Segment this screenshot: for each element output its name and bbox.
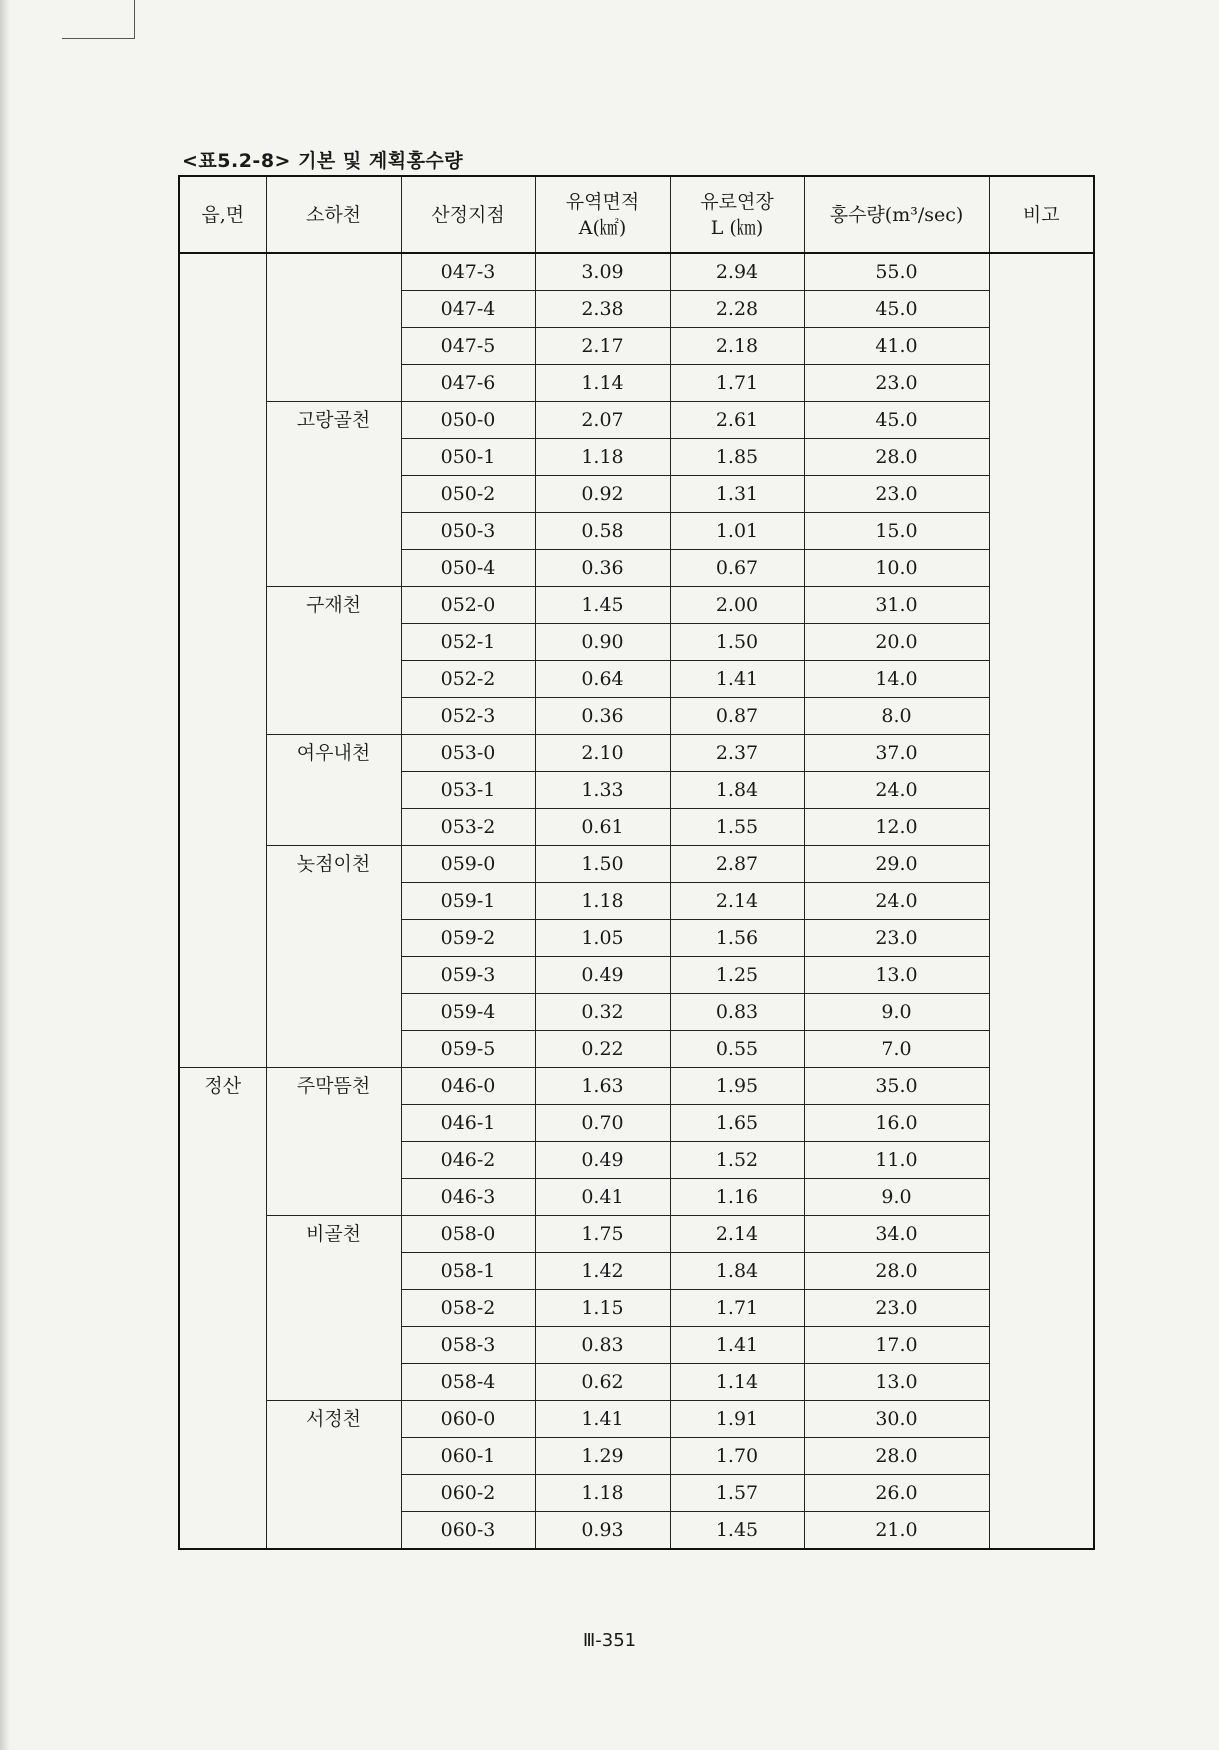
corner-mark	[62, 0, 135, 39]
area-cell: 1.29	[535, 1438, 670, 1475]
table-row	[179, 1401, 1094, 1438]
area-cell: 1.14	[535, 365, 670, 402]
table-row	[179, 735, 1094, 772]
point-cell: 053-2	[401, 809, 535, 846]
area-cell: 0.61	[535, 809, 670, 846]
discharge-cell: 9.0	[804, 1179, 989, 1216]
area-cell: 1.33	[535, 772, 670, 809]
discharge-cell: 13.0	[804, 1364, 989, 1401]
length-cell: 1.84	[670, 1253, 804, 1290]
table-row	[179, 253, 1094, 291]
point-cell: 059-3	[401, 957, 535, 994]
discharge-cell: 21.0	[804, 1512, 989, 1550]
point-cell: 059-4	[401, 994, 535, 1031]
area-cell: 0.36	[535, 698, 670, 735]
stream-cell	[266, 253, 401, 402]
point-cell: 060-0	[401, 1401, 535, 1438]
table-row	[179, 402, 1094, 439]
point-cell: 053-0	[401, 735, 535, 772]
discharge-cell: 55.0	[804, 253, 989, 291]
point-cell: 050-4	[401, 550, 535, 587]
table-body	[179, 253, 1094, 1549]
length-cell: 1.57	[670, 1475, 804, 1512]
discharge-cell: 23.0	[804, 1290, 989, 1327]
length-cell: 1.71	[670, 365, 804, 402]
stream-cell: 고랑골천	[266, 402, 401, 587]
scan-edge	[0, 0, 10, 1750]
discharge-cell: 45.0	[804, 402, 989, 439]
discharge-cell: 10.0	[804, 550, 989, 587]
town-cell	[179, 253, 266, 1068]
length-cell: 1.95	[670, 1068, 804, 1105]
discharge-cell: 34.0	[804, 1216, 989, 1253]
area-cell: 0.36	[535, 550, 670, 587]
point-cell: 059-0	[401, 846, 535, 883]
header-discharge: 홍수량(m³/sec)	[804, 176, 989, 253]
area-cell: 0.32	[535, 994, 670, 1031]
point-cell: 058-1	[401, 1253, 535, 1290]
point-cell: 059-2	[401, 920, 535, 957]
area-cell: 1.18	[535, 1475, 670, 1512]
area-cell: 0.90	[535, 624, 670, 661]
area-cell: 0.49	[535, 957, 670, 994]
point-cell: 050-3	[401, 513, 535, 550]
area-cell: 2.38	[535, 291, 670, 328]
header-town: 읍,면	[179, 176, 266, 253]
point-cell: 053-1	[401, 772, 535, 809]
length-cell: 1.84	[670, 772, 804, 809]
length-cell: 2.61	[670, 402, 804, 439]
discharge-cell: 16.0	[804, 1105, 989, 1142]
discharge-cell: 23.0	[804, 920, 989, 957]
discharge-cell: 29.0	[804, 846, 989, 883]
length-cell: 1.14	[670, 1364, 804, 1401]
stream-cell: 구재천	[266, 587, 401, 735]
point-cell: 060-2	[401, 1475, 535, 1512]
length-cell: 1.71	[670, 1290, 804, 1327]
area-cell: 0.64	[535, 661, 670, 698]
discharge-cell: 28.0	[804, 1253, 989, 1290]
length-cell: 1.31	[670, 476, 804, 513]
header-stream: 소하천	[266, 176, 401, 253]
area-cell: 1.42	[535, 1253, 670, 1290]
discharge-cell: 35.0	[804, 1068, 989, 1105]
point-cell: 046-2	[401, 1142, 535, 1179]
point-cell: 050-1	[401, 439, 535, 476]
point-cell: 052-3	[401, 698, 535, 735]
area-cell: 0.49	[535, 1142, 670, 1179]
area-cell: 0.70	[535, 1105, 670, 1142]
length-cell: 2.00	[670, 587, 804, 624]
discharge-cell: 31.0	[804, 587, 989, 624]
point-cell: 047-4	[401, 291, 535, 328]
length-cell: 1.85	[670, 439, 804, 476]
point-cell: 059-1	[401, 883, 535, 920]
header-area: 유역면적 A(㎢)	[535, 176, 670, 253]
area-cell: 1.41	[535, 1401, 670, 1438]
length-cell: 1.70	[670, 1438, 804, 1475]
area-cell: 2.07	[535, 402, 670, 439]
length-cell: 1.41	[670, 1327, 804, 1364]
discharge-cell: 13.0	[804, 957, 989, 994]
discharge-cell: 15.0	[804, 513, 989, 550]
length-cell: 1.65	[670, 1105, 804, 1142]
length-cell: 0.55	[670, 1031, 804, 1068]
area-cell: 2.17	[535, 328, 670, 365]
stream-cell: 여우내천	[266, 735, 401, 846]
length-cell: 1.16	[670, 1179, 804, 1216]
stream-cell: 주막뜸천	[266, 1068, 401, 1216]
discharge-cell: 45.0	[804, 291, 989, 328]
area-cell: 1.50	[535, 846, 670, 883]
area-cell: 1.15	[535, 1290, 670, 1327]
area-cell: 1.75	[535, 1216, 670, 1253]
discharge-cell: 12.0	[804, 809, 989, 846]
area-cell: 1.18	[535, 439, 670, 476]
table-title: <표5.2-8> 기본 및 계획홍수량	[182, 150, 464, 172]
area-cell: 0.83	[535, 1327, 670, 1364]
area-cell: 2.10	[535, 735, 670, 772]
discharge-cell: 24.0	[804, 883, 989, 920]
point-cell: 060-1	[401, 1438, 535, 1475]
point-cell: 050-0	[401, 402, 535, 439]
table-row	[179, 1216, 1094, 1253]
length-cell: 2.87	[670, 846, 804, 883]
point-cell: 046-1	[401, 1105, 535, 1142]
length-cell: 2.94	[670, 253, 804, 291]
length-cell: 1.45	[670, 1512, 804, 1550]
length-cell: 0.83	[670, 994, 804, 1031]
point-cell: 052-0	[401, 587, 535, 624]
discharge-cell: 9.0	[804, 994, 989, 1031]
flood-discharge-table	[178, 175, 1095, 1550]
discharge-cell: 28.0	[804, 439, 989, 476]
discharge-cell: 41.0	[804, 328, 989, 365]
point-cell: 058-0	[401, 1216, 535, 1253]
length-cell: 2.14	[670, 1216, 804, 1253]
point-cell: 047-5	[401, 328, 535, 365]
discharge-cell: 20.0	[804, 624, 989, 661]
discharge-cell: 30.0	[804, 1401, 989, 1438]
length-cell: 2.37	[670, 735, 804, 772]
point-cell: 046-3	[401, 1179, 535, 1216]
length-cell: 1.52	[670, 1142, 804, 1179]
length-cell: 1.25	[670, 957, 804, 994]
discharge-cell: 23.0	[804, 365, 989, 402]
header-point: 산정지점	[401, 176, 535, 253]
discharge-cell: 23.0	[804, 476, 989, 513]
point-cell: 047-3	[401, 253, 535, 291]
length-cell: 1.01	[670, 513, 804, 550]
point-cell: 058-2	[401, 1290, 535, 1327]
area-cell: 0.58	[535, 513, 670, 550]
remarks-cell	[989, 253, 1094, 1549]
discharge-cell: 11.0	[804, 1142, 989, 1179]
length-cell: 1.56	[670, 920, 804, 957]
page-number: Ⅲ-351	[582, 1630, 637, 1651]
table-row	[179, 846, 1094, 883]
point-cell: 046-0	[401, 1068, 535, 1105]
discharge-cell: 24.0	[804, 772, 989, 809]
length-cell: 0.67	[670, 550, 804, 587]
length-cell: 1.50	[670, 624, 804, 661]
stream-cell: 놋점이천	[266, 846, 401, 1068]
discharge-cell: 26.0	[804, 1475, 989, 1512]
length-cell: 2.28	[670, 291, 804, 328]
length-cell: 2.14	[670, 883, 804, 920]
area-cell: 0.22	[535, 1031, 670, 1068]
length-cell: 0.87	[670, 698, 804, 735]
point-cell: 047-6	[401, 365, 535, 402]
area-cell: 3.09	[535, 253, 670, 291]
length-cell: 2.18	[670, 328, 804, 365]
length-cell: 1.41	[670, 661, 804, 698]
length-cell: 1.91	[670, 1401, 804, 1438]
discharge-cell: 28.0	[804, 1438, 989, 1475]
area-cell: 1.05	[535, 920, 670, 957]
area-cell: 1.18	[535, 883, 670, 920]
header-remarks: 비고	[989, 176, 1094, 253]
discharge-cell: 17.0	[804, 1327, 989, 1364]
area-cell: 0.62	[535, 1364, 670, 1401]
discharge-cell: 14.0	[804, 661, 989, 698]
table-row	[179, 1068, 1094, 1105]
point-cell: 058-4	[401, 1364, 535, 1401]
point-cell: 060-3	[401, 1512, 535, 1550]
header-length: 유로연장 L (㎞)	[670, 176, 804, 253]
area-cell: 1.45	[535, 587, 670, 624]
stream-cell: 서정천	[266, 1401, 401, 1550]
area-cell: 1.63	[535, 1068, 670, 1105]
area-cell: 0.93	[535, 1512, 670, 1550]
point-cell: 052-2	[401, 661, 535, 698]
area-cell: 0.92	[535, 476, 670, 513]
discharge-cell: 7.0	[804, 1031, 989, 1068]
header-row	[179, 176, 1094, 253]
point-cell: 052-1	[401, 624, 535, 661]
discharge-cell: 37.0	[804, 735, 989, 772]
table-row	[179, 587, 1094, 624]
length-cell: 1.55	[670, 809, 804, 846]
town-cell: 정산	[179, 1068, 266, 1550]
point-cell: 050-2	[401, 476, 535, 513]
point-cell: 059-5	[401, 1031, 535, 1068]
area-cell: 0.41	[535, 1179, 670, 1216]
point-cell: 058-3	[401, 1327, 535, 1364]
stream-cell: 비골천	[266, 1216, 401, 1401]
discharge-cell: 8.0	[804, 698, 989, 735]
